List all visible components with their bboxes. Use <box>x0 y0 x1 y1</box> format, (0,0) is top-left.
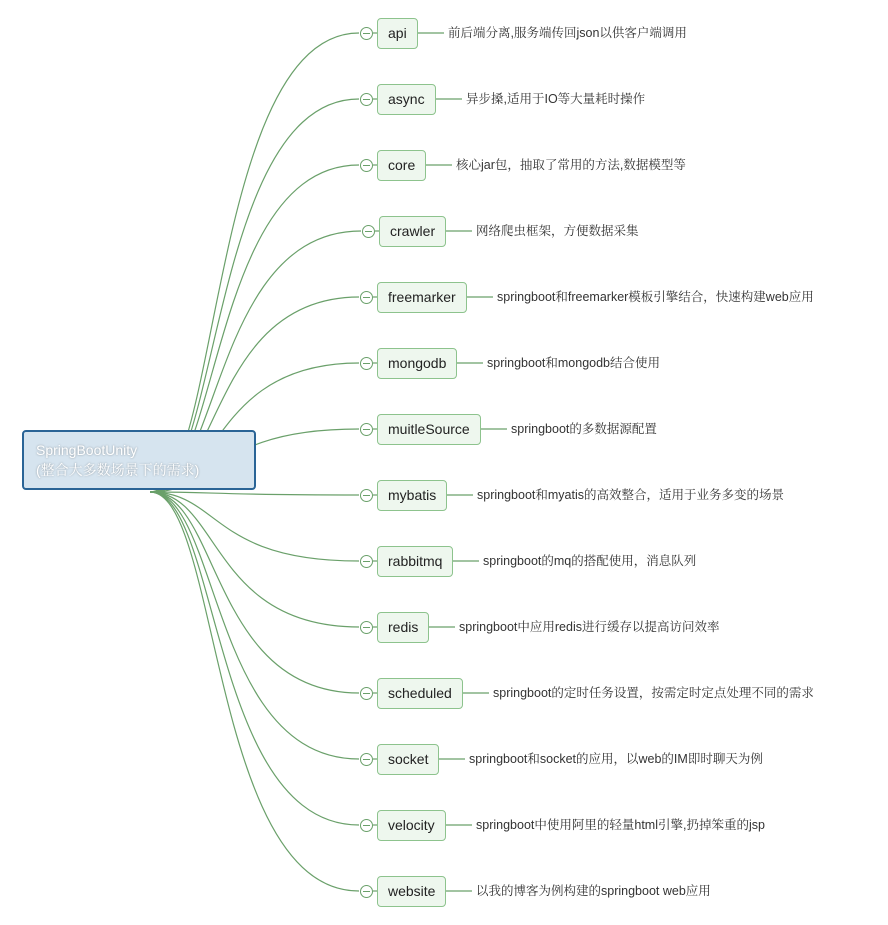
topic-note: springboot的多数据源配置 <box>511 422 657 436</box>
topic-note: 核心jar包，抽取了常用的方法,数据模型等 <box>456 158 686 172</box>
topic-label: redis <box>388 619 419 635</box>
topic-node[interactable] <box>377 744 439 775</box>
topic-node[interactable] <box>377 876 446 907</box>
collapse-toggle-icon[interactable] <box>360 159 373 172</box>
topic-node[interactable] <box>377 282 467 313</box>
collapse-toggle-icon[interactable] <box>360 93 373 106</box>
topic-node[interactable] <box>377 678 463 709</box>
topic-node[interactable] <box>377 546 453 577</box>
topic-note: 网络爬虫框架，方便数据采集 <box>476 224 639 238</box>
topic-note: springboot的mq的搭配使用，消息队列 <box>483 554 697 568</box>
topic-node[interactable] <box>377 348 457 379</box>
topic-label: velocity <box>388 817 435 833</box>
topic-node[interactable] <box>377 18 418 49</box>
topic-note: springboot和freemarker模板引擎结合，快速构建web应用 <box>497 290 814 304</box>
topic-label: socket <box>388 751 429 767</box>
topic-note: springboot和socket的应用，以web的IM即时聊天为例 <box>469 752 763 766</box>
collapse-toggle-icon[interactable] <box>360 621 373 634</box>
topic-label: mybatis <box>388 487 437 503</box>
collapse-toggle-icon[interactable] <box>360 753 373 766</box>
topic-note: 以我的博客为例构建的springboot web应用 <box>476 884 711 898</box>
topic-node[interactable] <box>377 480 447 511</box>
topic-label: api <box>388 25 407 41</box>
collapse-toggle-icon[interactable] <box>360 489 373 502</box>
topic-note: 前后端分离,服务端传回json以供客户端调用 <box>448 26 687 40</box>
topic-note: springboot中应用redis进行缓存以提高访问效率 <box>459 620 720 634</box>
topic-label: website <box>388 883 436 899</box>
topic-label: rabbitmq <box>388 553 443 569</box>
collapse-toggle-icon[interactable] <box>360 27 373 40</box>
collapse-toggle-icon[interactable] <box>360 555 373 568</box>
topic-label: crawler <box>390 223 436 239</box>
topic-label: freemarker <box>388 289 456 305</box>
topic-note: springboot和myatis的高效整合，适用于业务多变的场景 <box>477 488 784 502</box>
topic-note: 异步搡,适用于IO等大量耗时操作 <box>466 92 646 106</box>
topic-label: core <box>388 157 416 173</box>
topic-label: async <box>388 91 425 107</box>
collapse-toggle-icon[interactable] <box>360 687 373 700</box>
topic-label: muitleSource <box>388 421 470 437</box>
topic-node[interactable] <box>377 414 481 445</box>
collapse-toggle-icon[interactable] <box>360 357 373 370</box>
collapse-toggle-icon[interactable] <box>360 819 373 832</box>
topic-node[interactable] <box>377 810 446 841</box>
collapse-toggle-icon[interactable] <box>360 885 373 898</box>
collapse-toggle-icon[interactable] <box>360 291 373 304</box>
topic-node[interactable] <box>377 84 436 115</box>
topic-label: scheduled <box>388 685 452 701</box>
topic-note: springboot的定时任务设置，按需定时定点处理不同的需求 <box>493 686 814 700</box>
collapse-toggle-icon[interactable] <box>360 423 373 436</box>
topic-node[interactable] <box>377 150 426 181</box>
topic-node[interactable] <box>379 216 446 247</box>
root-node-label-line2: (整合大多数场景下的需求) <box>36 462 200 478</box>
root-node-label-line1: SpringBootUnity <box>36 442 138 458</box>
collapse-toggle-icon[interactable] <box>362 225 375 238</box>
topic-note: springboot中使用阿里的轻量html引擎,扔掉笨重的jsp <box>476 818 765 832</box>
topic-label: mongodb <box>388 355 447 371</box>
topic-note: springboot和mongodb结合使用 <box>487 356 660 370</box>
root-node[interactable] <box>22 430 256 490</box>
topic-node[interactable] <box>377 612 429 643</box>
